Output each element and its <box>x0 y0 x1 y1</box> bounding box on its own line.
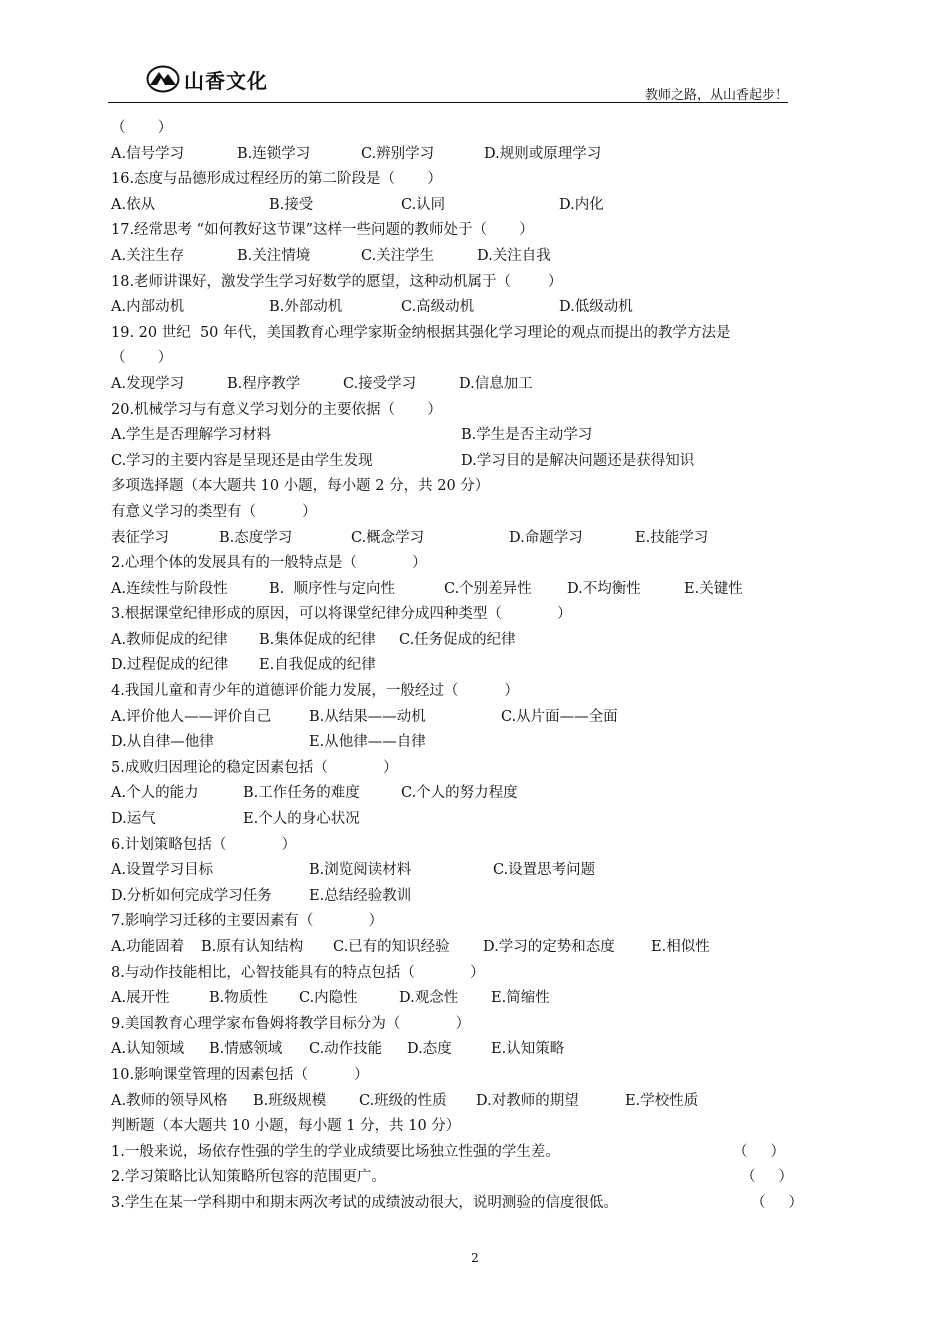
text-line <box>111 1037 841 1063</box>
option-text: E.自我促成的纪律 <box>259 657 376 674</box>
option-text: B.程序教学 <box>227 375 301 392</box>
option-text: （ ） <box>751 1194 804 1211</box>
option-text: C.高级动机 <box>401 299 475 316</box>
text-line: 20.机械学习与有意义学习划分的主要依据（ ） <box>111 401 442 418</box>
option-text: A.依从 <box>111 196 156 213</box>
text-line: 3.根据课堂纪律形成的原因，可以将课堂纪律分成四种类型（ ） <box>111 606 572 623</box>
text-line <box>111 884 841 910</box>
option-text: E.相似性 <box>651 939 710 955</box>
text-line: 6.计划策略包括（ ） <box>111 836 297 853</box>
text-line <box>111 423 841 449</box>
text-line: 5.成败归因理论的稳定因素包括（ ） <box>111 759 398 776</box>
header-divider <box>108 102 788 103</box>
option-text: A.信号学习 <box>111 145 185 162</box>
text-line: 18.老师讲课好，激发学生学习好数学的愿望，这种动机属于（ ） <box>111 273 563 290</box>
text-line <box>111 986 841 1012</box>
option-text: C.个别差异性 <box>444 580 532 597</box>
option-text: B.原有认知结构 <box>201 939 304 955</box>
text-line <box>111 1089 841 1115</box>
text-line <box>111 193 841 219</box>
page-number: 2 <box>471 1251 479 1265</box>
text-line <box>111 1165 841 1191</box>
option-text: D.从自律—他律 <box>111 734 214 751</box>
text-line: 19. 20 世纪 50 年代，美国教育心理学家斯金纳根据其强化学习理论的观点而提出的教学方法是 <box>111 324 731 341</box>
option-text: 1.一般来说，场依存性强的学生的学业成绩要比场独立性强的学生差。 <box>111 1143 560 1160</box>
option-text: E.简缩性 <box>491 990 550 1007</box>
option-text: E.个人的身心状况 <box>243 811 360 828</box>
option-text: A.关注生存 <box>111 247 185 264</box>
option-text: E.从他律——自律 <box>309 734 426 751</box>
option-text: D.过程促成的纪律 <box>111 657 229 674</box>
option-text: A.设置学习目标 <box>111 862 214 879</box>
option-text: B.浏览阅读材料 <box>309 862 412 879</box>
text-line: 判断题（本大题共 10 小题，每小题 1 分，共 10 分） <box>111 1118 461 1135</box>
option-text: B.从结果——动机 <box>309 708 426 725</box>
option-text: D.观念性 <box>399 990 459 1007</box>
option-text: D.规则或原理学习 <box>484 145 602 162</box>
option-text: C.辨别学习 <box>361 145 435 162</box>
option-text: C.任务促成的纪律 <box>399 631 516 648</box>
option-text: 表征学习 <box>111 529 169 546</box>
logo <box>146 64 268 94</box>
text-line <box>111 653 841 679</box>
option-text: E.认知策略 <box>491 1041 565 1058</box>
text-line: 4.我国儿童和青少年的道德评价能力发展，一般经过（ ） <box>111 683 519 700</box>
text-line <box>111 372 841 398</box>
option-text: B.集体促成的纪律 <box>259 631 376 648</box>
header-slogan: 教师之路，从山香起步！ <box>644 88 788 103</box>
option-text: C.内隐性 <box>299 990 358 1007</box>
option-text: B.连锁学习 <box>237 145 311 162</box>
option-text: A.展开性 <box>111 990 170 1007</box>
option-text: A.评价他人——评价自己 <box>111 708 272 725</box>
text-line <box>111 730 841 756</box>
option-text: A.内部动机 <box>111 299 185 316</box>
option-text: C.关注学生 <box>361 247 435 264</box>
text-line <box>111 244 841 270</box>
option-text: B.物质性 <box>209 990 268 1007</box>
text-line <box>111 1140 841 1166</box>
option-text: D.低级动机 <box>559 299 633 316</box>
option-text: 2.学习策略比认知策略所包容的范围更广。 <box>111 1169 386 1186</box>
text-line: 9.美国教育心理学家布鲁姆将教学目标分为（ ） <box>111 1015 471 1032</box>
option-text: C.概念学习 <box>351 529 425 546</box>
option-text: （ ） <box>741 1169 794 1186</box>
option-text: A.教师的领导风格 <box>111 1092 228 1109</box>
option-text: C.个人的努力程度 <box>401 785 518 802</box>
text-line: 17.经常思考 “如何教好这节课”这样一些问题的教师处于（ ） <box>111 222 534 239</box>
option-text: A.个人的能力 <box>111 785 199 802</box>
option-text: D.不均衡性 <box>567 580 641 597</box>
document-body <box>111 116 841 1217</box>
text-line <box>111 858 841 884</box>
option-text: C.已有的知识经验 <box>333 939 450 955</box>
text-line: 多项选择题（本大题共 10 小题，每小题 2 分，共 20 分） <box>111 478 490 495</box>
option-text: C.认同 <box>401 196 446 213</box>
option-text: A.教师促成的纪律 <box>111 631 228 648</box>
option-text: 3.学生在某一学科期中和期末两次考试的成绩波动很大，说明测验的信度很低。 <box>111 1194 618 1211</box>
option-text: E.关键性 <box>684 580 743 597</box>
text-line <box>111 1191 841 1217</box>
option-text: D.对教师的期望 <box>476 1092 579 1109</box>
text-line <box>111 628 841 654</box>
option-text: D.内化 <box>559 196 604 213</box>
text-line <box>111 577 841 603</box>
option-text: D.学习的定势和态度 <box>483 939 615 955</box>
option-text: C.动作技能 <box>309 1041 383 1058</box>
text-line: 16.态度与品德形成过程经历的第二阶段是（ ） <box>111 171 442 188</box>
option-text: D.态度 <box>407 1041 452 1058</box>
text-line <box>111 935 841 961</box>
option-text: B.态度学习 <box>219 529 293 546</box>
text-line <box>111 526 841 552</box>
option-text: D.信息加工 <box>459 375 533 392</box>
option-text: B.学生是否主动学习 <box>461 427 593 444</box>
text-line: 10.影响课堂管理的因素包括（ ） <box>111 1066 369 1083</box>
mountain-logo-icon <box>146 64 180 94</box>
option-text: B.班级规模 <box>253 1092 327 1109</box>
option-text: C.设置思考问题 <box>493 862 596 879</box>
text-line: 有意义学习的类型有（ ） <box>111 503 317 520</box>
option-text: A.发现学习 <box>111 375 185 392</box>
option-text: A.学生是否理解学习材料 <box>111 427 272 444</box>
option-text: C.班级的性质 <box>359 1092 447 1109</box>
text-line <box>111 449 841 475</box>
option-text: E.总结经验教训 <box>309 887 412 904</box>
text-line <box>111 807 841 833</box>
text-line: 2.心理个体的发展具有的一般特点是（ ） <box>111 555 427 572</box>
option-text: D.分析如何完成学习任务 <box>111 887 272 904</box>
option-text: C.学习的主要内容是呈现还是由学生发现 <box>111 452 373 469</box>
option-text: B.外部动机 <box>269 299 343 316</box>
text-line <box>111 295 841 321</box>
option-text: （ ） <box>733 1143 786 1160</box>
text-line: （ ） <box>111 350 173 367</box>
option-text: C.接受学习 <box>343 375 417 392</box>
option-text: B.接受 <box>269 196 314 213</box>
option-text: B.工作任务的难度 <box>243 785 360 802</box>
option-text: E.技能学习 <box>635 529 709 546</box>
logo-text: 山香文化 <box>184 68 268 93</box>
option-text: C.从片面——全面 <box>501 708 618 725</box>
option-text: B. 顺序性与定向性 <box>269 580 395 597</box>
option-text: D.关注自我 <box>477 247 551 264</box>
option-text: D.学习目的是解决问题还是获得知识 <box>461 452 695 469</box>
option-text: A.连续性与阶段性 <box>111 580 228 597</box>
text-line: 8.与动作技能相比，心智技能具有的特点包括（ ） <box>111 964 485 981</box>
option-text: B.情感领域 <box>209 1041 283 1058</box>
option-text: A.功能固着 <box>111 939 185 955</box>
text-line: （ ） <box>111 120 173 136</box>
page-header <box>108 58 788 106</box>
text-line <box>111 705 841 731</box>
text-line: 7.影响学习迁移的主要因素有（ ） <box>111 913 384 930</box>
option-text: D.运气 <box>111 811 156 828</box>
text-line <box>111 142 841 168</box>
option-text: E.学校性质 <box>625 1092 699 1109</box>
option-text: A.认知领域 <box>111 1041 185 1058</box>
text-line <box>111 781 841 807</box>
option-text: B.关注情境 <box>237 247 311 264</box>
option-text: D.命题学习 <box>509 529 583 546</box>
